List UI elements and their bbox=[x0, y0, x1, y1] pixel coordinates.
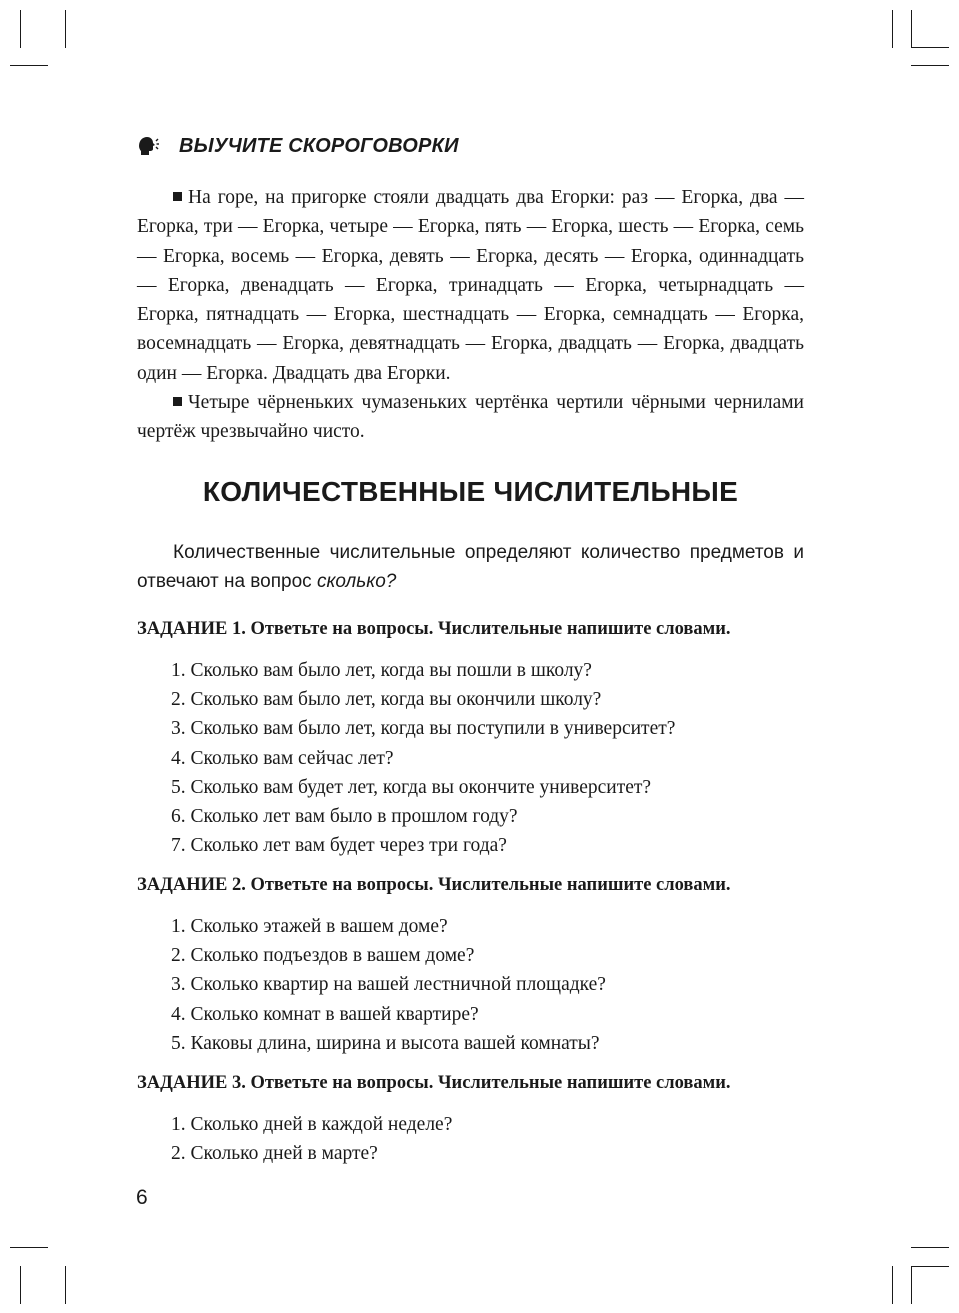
tongue-twister-2: Четыре чёрненьких чумазеньких чертёнка чертили чёрными чернилами чертёж чрезвычайно чисто. bbox=[137, 392, 804, 443]
bullet-icon bbox=[173, 192, 182, 201]
task-1-heading: ЗАДАНИЕ 1. Ответьте на вопросы. Числительные напишите словами. bbox=[137, 619, 731, 639]
list-item: 6. Сколько лет вам было в прошлом году? bbox=[171, 806, 518, 828]
tongue-twister-1: На горе, на пригорке стояли двадцать два Егорки: раз — Егорка, два — Егорка, три — Егорка, четыре — Егорка, пять — Егорка, шесть — Егорка, семь — Егорка, восемь — Егорка, девять — Егорка, десять — Егорка, одиннадцать — Егорка, двенадцать — Егорка, тринадцать — Егорка, четырнадцать — Егорка, пятнадцать — Егорка, шестнадцать — Егорка, семнадцать — Егорка, восемнадцать — Егорка, девятнадцать — Егорка, двадцать — Егорка, двадцать один — Егорка. Двадцать два Егорки. bbox=[137, 187, 804, 384]
list-item: 5. Сколько вам будет лет, когда вы окончите университет? bbox=[171, 776, 652, 798]
tongue-twisters-header bbox=[137, 134, 459, 158]
list-item: 4. Сколько вам сейчас лет? bbox=[171, 747, 394, 769]
task-2-heading: ЗАДАНИЕ 2. Ответьте на вопросы. Числительные напишите словами. bbox=[137, 875, 731, 895]
tongue-twisters-heading: ВЫУЧИТЕ СКОРОГОВОРКИ bbox=[179, 134, 459, 157]
list-item: 1. Сколько этажей в вашем доме? bbox=[171, 916, 448, 937]
list-item: 5. Каковы длина, ширина и высота вашей комнаты? bbox=[171, 1032, 600, 1054]
crop-mark bbox=[911, 65, 949, 66]
crop-mark bbox=[911, 1247, 949, 1248]
tongue-twisters-text bbox=[137, 183, 804, 447]
list-item: 1. Сколько вам было лет, когда вы пошли в школу? bbox=[171, 660, 592, 681]
intro-question-word: сколько? bbox=[316, 571, 397, 592]
task-3-questions bbox=[171, 1110, 804, 1168]
crop-mark bbox=[10, 1247, 48, 1248]
list-item: 7. Сколько лет вам будет через три года? bbox=[171, 835, 507, 857]
bullet-icon bbox=[173, 397, 182, 406]
crop-mark bbox=[911, 10, 912, 48]
list-item: 2. Сколько вам было лет, когда вы окончили школу? bbox=[171, 689, 602, 711]
crop-mark bbox=[20, 1266, 21, 1304]
list-item: 2. Сколько подъездов в вашем доме? bbox=[171, 945, 475, 967]
crop-mark bbox=[911, 47, 949, 48]
list-item: 3. Сколько вам было лет, когда вы поступили в университет? bbox=[171, 718, 676, 740]
crop-mark bbox=[10, 65, 48, 66]
task-3-heading: ЗАДАНИЕ 3. Ответьте на вопросы. Числительные напишите словами. bbox=[137, 1073, 731, 1093]
crop-mark bbox=[911, 1266, 949, 1267]
list-item: 4. Сколько комнат в вашей квартире? bbox=[171, 1003, 479, 1025]
task-1-questions bbox=[171, 656, 804, 860]
crop-mark bbox=[20, 10, 21, 48]
page-number: 6 bbox=[136, 1186, 148, 1209]
list-item: 1. Сколько дней в каждой неделе? bbox=[171, 1114, 453, 1135]
speaking-head-icon bbox=[137, 136, 159, 156]
crop-mark bbox=[65, 10, 66, 48]
crop-mark bbox=[892, 10, 893, 48]
crop-mark bbox=[65, 1266, 66, 1304]
section-title: КОЛИЧЕСТВЕННЫЕ ЧИСЛИТЕЛЬНЫЕ bbox=[202, 476, 739, 507]
list-item: 2. Сколько дней в марте? bbox=[171, 1143, 378, 1165]
task-2-questions bbox=[171, 912, 804, 1058]
crop-mark bbox=[911, 1266, 912, 1304]
crop-mark bbox=[892, 1266, 893, 1304]
section-intro: Количественные числительные определяют количество предметов и отвечают на вопрос сколько? bbox=[137, 542, 804, 592]
list-item: 3. Сколько квартир на вашей лестничной площадке? bbox=[171, 974, 606, 996]
